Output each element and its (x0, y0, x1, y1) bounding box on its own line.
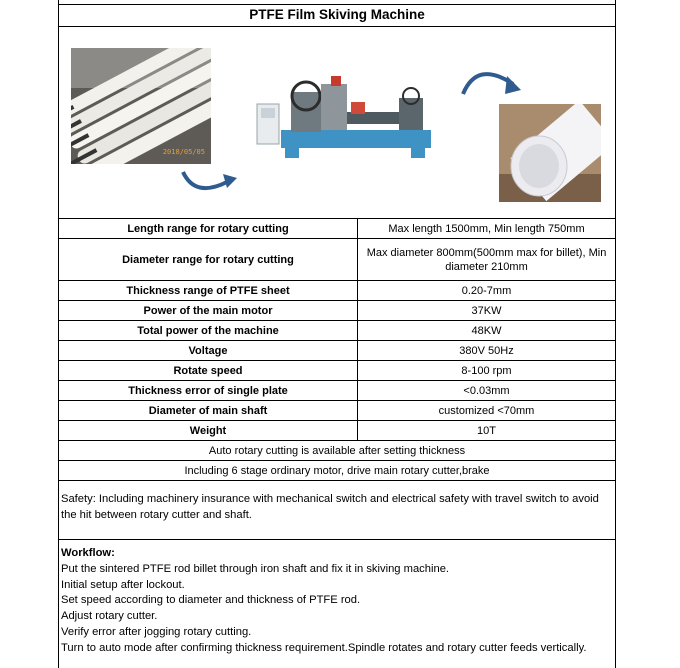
spec-row (59, 219, 615, 239)
spec-value: 37KW (358, 301, 616, 321)
workflow-step: Put the sintered PTFE rod billet through iron shaft and fix it in skiving machine. (61, 562, 450, 575)
spec-value: 48KW (358, 321, 616, 341)
photo-date-stamp: 2018/05/05 (162, 148, 205, 156)
spec-value: 380V 50Hz (358, 341, 616, 361)
spec-note: Including 6 stage ordinary motor, drive main rotary cutter,brake (59, 461, 615, 481)
spec-row (59, 421, 615, 441)
workflow-steps (61, 562, 613, 657)
spec-value: Max length 1500mm, Min length 750mm (358, 219, 616, 239)
workflow-step: Adjust rotary cutter. (61, 610, 158, 623)
workflow-step: Turn to auto mode after confirming thickness requirement.Spindle rotates and rotary cutter feeds vertically. (61, 641, 587, 654)
title-bottom-rule (59, 26, 615, 27)
spec-row (59, 341, 615, 361)
document-title: PTFE Film Skiving Machine (249, 7, 425, 22)
spec-label: Total power of the machine (59, 321, 358, 341)
spec-label: Power of the main motor (59, 301, 358, 321)
note-row (59, 461, 615, 481)
spec-row (59, 321, 615, 341)
spec-value: Max diameter 800mm(500mm max for billet), Min diameter 210mm (358, 239, 616, 281)
spec-value: customized <70mm (358, 401, 616, 421)
curved-arrow-right-icon (177, 168, 239, 202)
ptfe-rod-billets-photo (71, 48, 211, 164)
spec-value: <0.03mm (358, 381, 616, 401)
spec-row (59, 239, 615, 281)
safety-bottom-rule (59, 539, 615, 540)
safety-note: Safety: Including machinery insurance with mechanical switch and electrical safety with travel switch to avoid the hit between rotary cutter and shaft. (61, 493, 599, 521)
skiving-machine-photo (251, 72, 439, 166)
spec-value: 10T (358, 421, 616, 441)
spec-table (59, 218, 615, 481)
spec-label: Diameter range for rotary cutting (59, 239, 358, 281)
curved-arrow-down-icon (457, 62, 527, 102)
workflow-title: Workflow: (61, 547, 115, 559)
spec-row (59, 361, 615, 381)
spec-value: 8-100 rpm (358, 361, 616, 381)
spec-row (59, 301, 615, 321)
spec-row (59, 381, 615, 401)
spec-row (59, 281, 615, 301)
workflow-step: Verify error after jogging rotary cutting. (61, 625, 252, 638)
note-row (59, 441, 615, 461)
spec-value: 0.20-7mm (358, 281, 616, 301)
workflow-section (61, 546, 613, 657)
spec-label: Length range for rotary cutting (59, 219, 358, 239)
spec-label: Thickness range of PTFE sheet (59, 281, 358, 301)
workflow-step: Initial setup after lockout. (61, 578, 185, 591)
spec-row (59, 401, 615, 421)
spec-label: Rotate speed (59, 361, 358, 381)
ptfe-film-roll-photo (499, 104, 601, 202)
workflow-step: Set speed according to diameter and thickness of PTFE rod. (61, 594, 361, 607)
spec-label: Thickness error of single plate (59, 381, 358, 401)
spec-label: Diameter of main shaft (59, 401, 358, 421)
spec-label: Weight (59, 421, 358, 441)
spec-label: Voltage (59, 341, 358, 361)
spec-note: Auto rotary cutting is available after setting thickness (59, 441, 615, 461)
document-sheet (58, 0, 616, 668)
